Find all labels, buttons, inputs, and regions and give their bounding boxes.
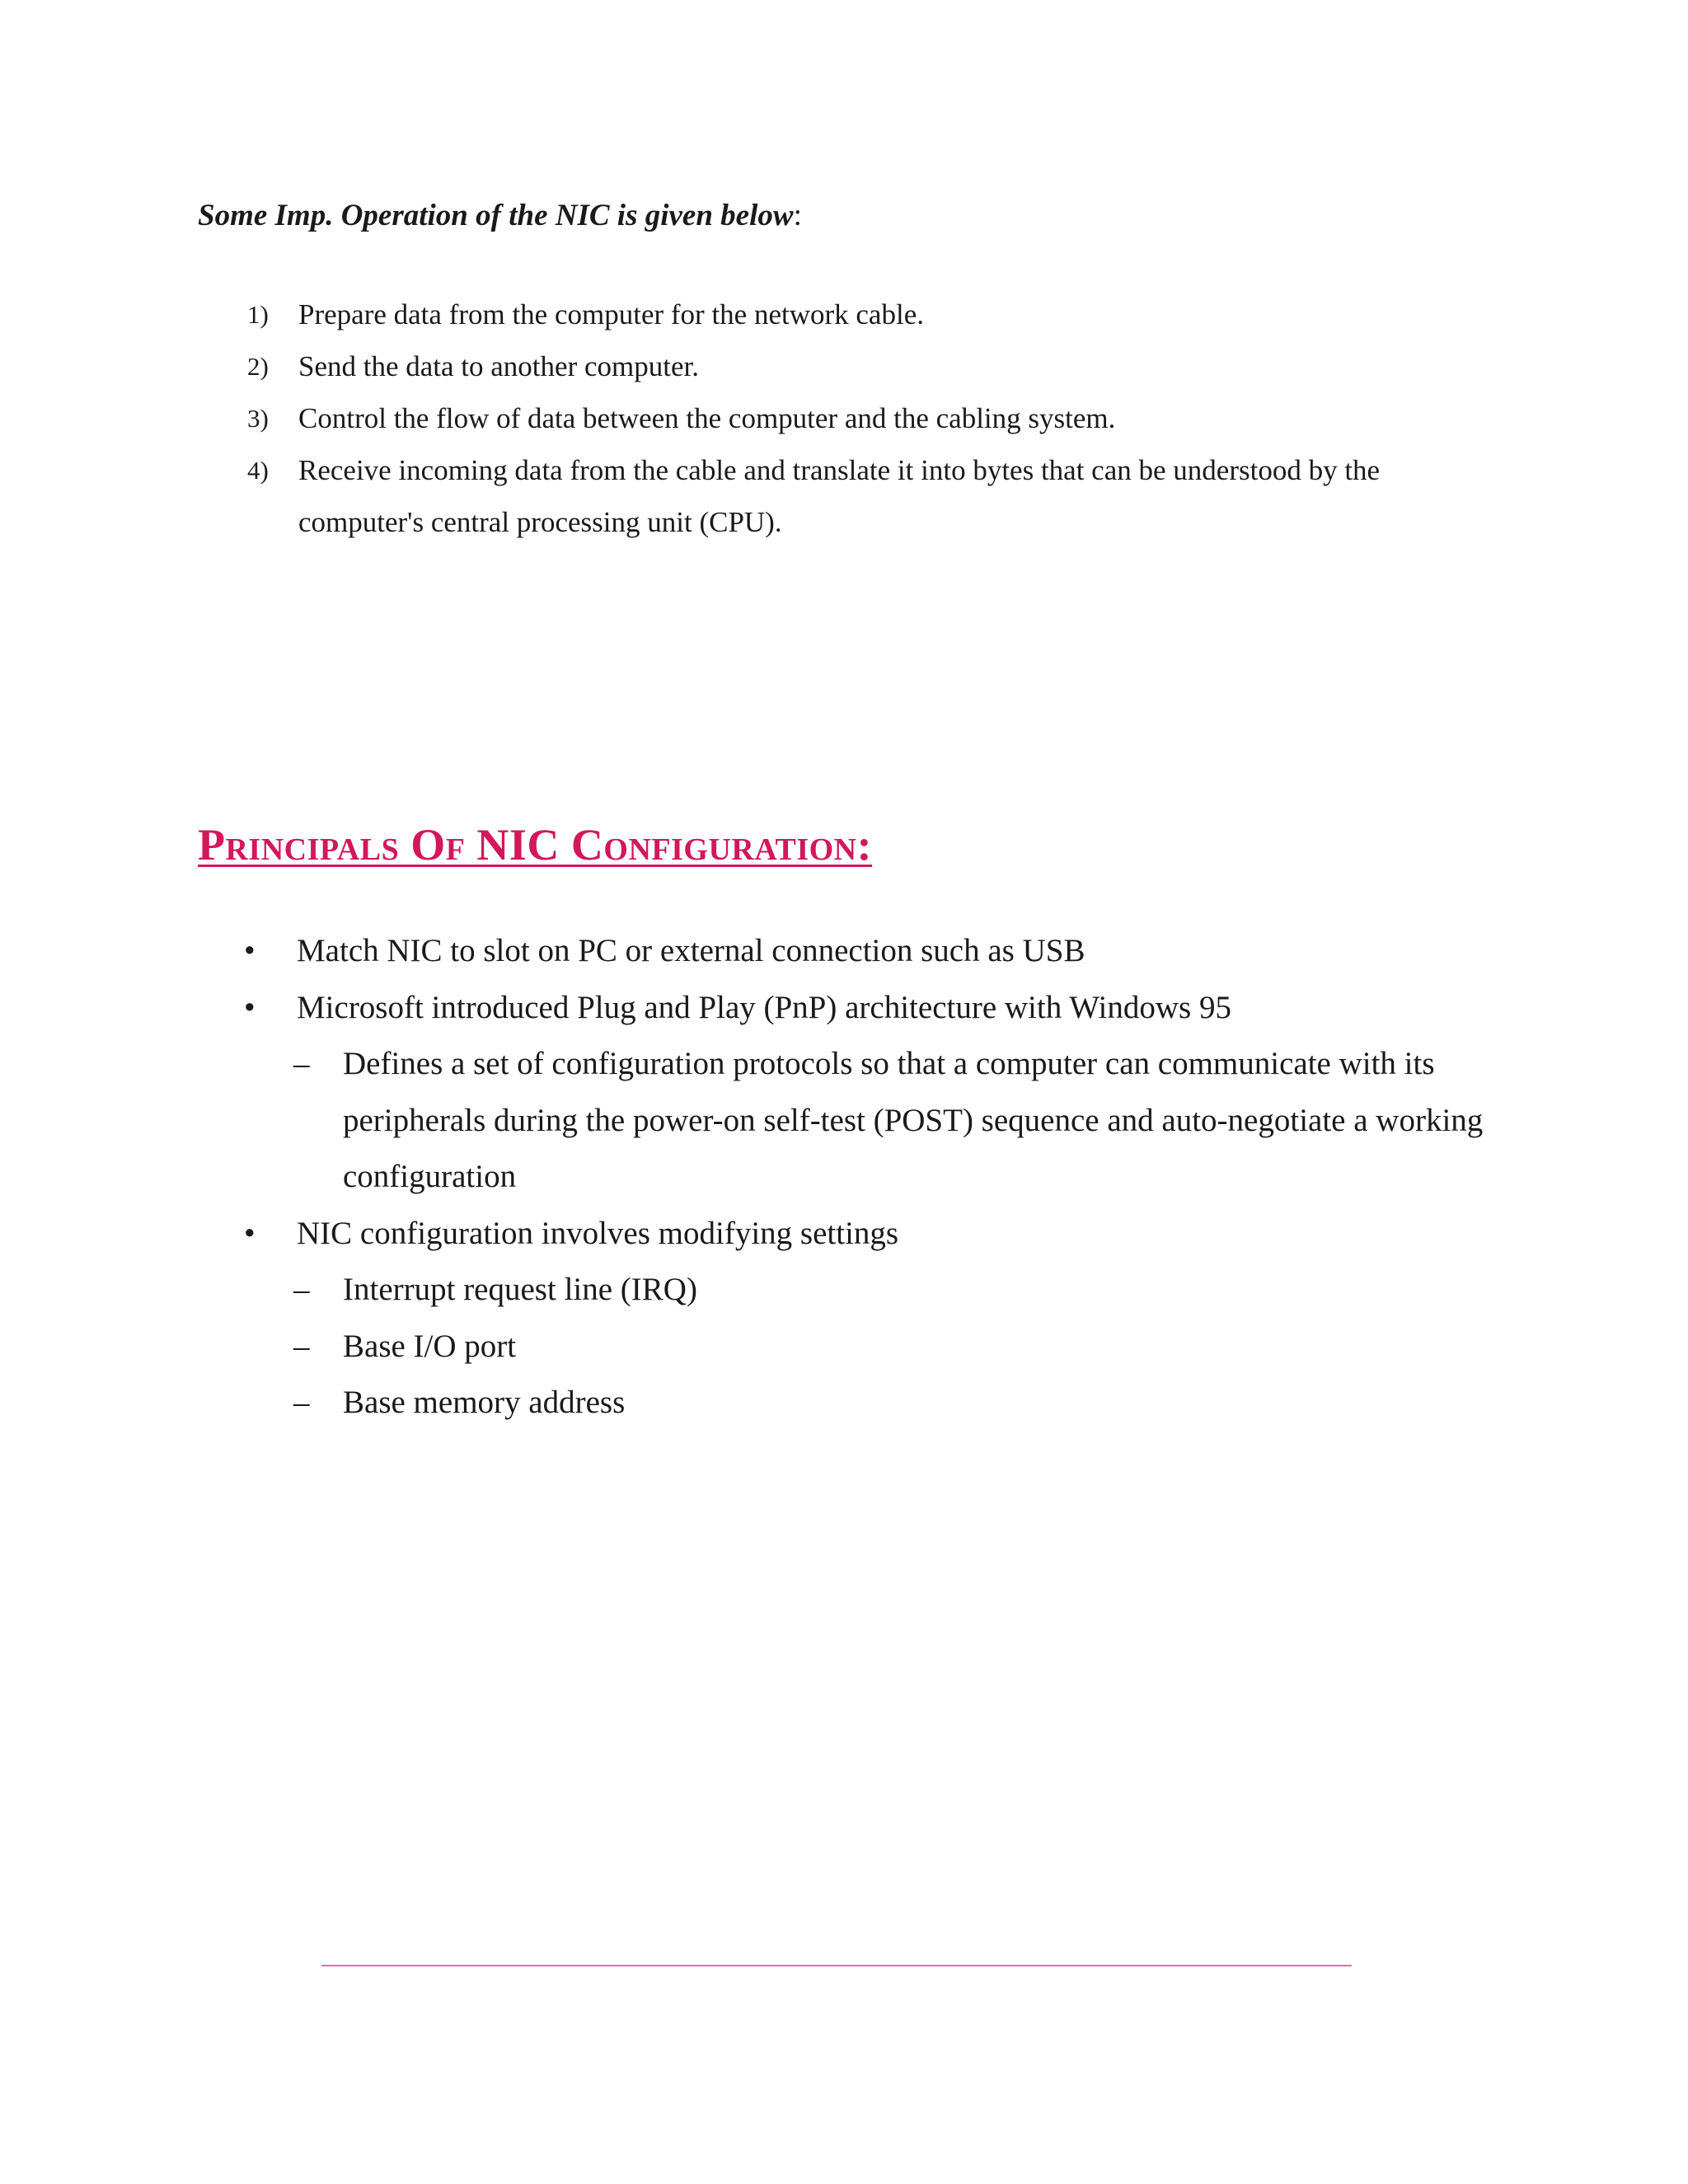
list-item-number: 1)	[247, 300, 269, 329]
intro-heading-colon: :	[793, 199, 802, 232]
bullet-text: NIC configuration involves modifying settings	[297, 1216, 899, 1251]
list-item-text: Control the flow of data between the computer and the cabling system.	[298, 402, 1116, 434]
list-item-number: 2)	[247, 352, 269, 381]
dash-icon: –	[293, 1272, 310, 1307]
list-item	[247, 340, 1500, 392]
dash-icon: –	[293, 1385, 310, 1420]
sub-item	[244, 1262, 1513, 1319]
list-item-number: 4)	[247, 456, 269, 485]
sub-list	[244, 1262, 1513, 1432]
intro-heading	[198, 195, 802, 237]
list-item-number: 3)	[247, 404, 269, 433]
sub-list	[244, 1036, 1513, 1206]
bullet-text: Microsoft introduced Plug and Play (PnP) architecture with Windows 95	[297, 989, 1231, 1025]
footer-divider	[321, 1965, 1352, 1966]
dash-icon: –	[293, 1046, 310, 1081]
bullet-icon: •	[244, 933, 256, 968]
bullet-icon: •	[244, 1216, 256, 1251]
sub-item-text: Defines a set of configuration protocols so that a computer can communicate with its peripherals during the power-on self-test (POST) sequence and auto-negotiate a working configuration	[343, 1046, 1484, 1194]
sub-item-text: Interrupt request line (IRQ)	[343, 1272, 697, 1307]
sub-item	[244, 1319, 1513, 1376]
bullet-item	[244, 923, 1513, 980]
operations-list	[247, 288, 1500, 548]
configuration-bullets	[244, 923, 1513, 1036]
list-item	[247, 392, 1500, 444]
dash-icon: –	[293, 1328, 310, 1364]
configuration-bullets-continued	[244, 1206, 1513, 1263]
list-item-text: Prepare data from the computer for the network cable.	[298, 298, 924, 330]
bullet-text: Match NIC to slot on PC or external connection such as USB	[297, 933, 1085, 968]
sub-item-text: Base memory address	[343, 1385, 626, 1420]
bullet-item	[244, 980, 1513, 1037]
bullet-icon: •	[244, 989, 256, 1025]
list-item-text: Send the data to another computer.	[298, 350, 699, 382]
bullet-item	[244, 1206, 1513, 1263]
sub-item-text: Base I/O port	[343, 1328, 517, 1364]
list-item	[247, 288, 1500, 340]
sub-item	[244, 1375, 1513, 1432]
sub-item	[244, 1036, 1513, 1206]
intro-heading-text: Some Imp. Operation of the NIC is given below	[198, 199, 794, 232]
section-title: Principals Of NIC Configuration:	[198, 820, 873, 869]
list-item-text: Receive incoming data from the cable and translate it into bytes that can be understood by the computer's central processing unit (CPU).	[298, 454, 1381, 538]
list-item	[247, 444, 1500, 548]
